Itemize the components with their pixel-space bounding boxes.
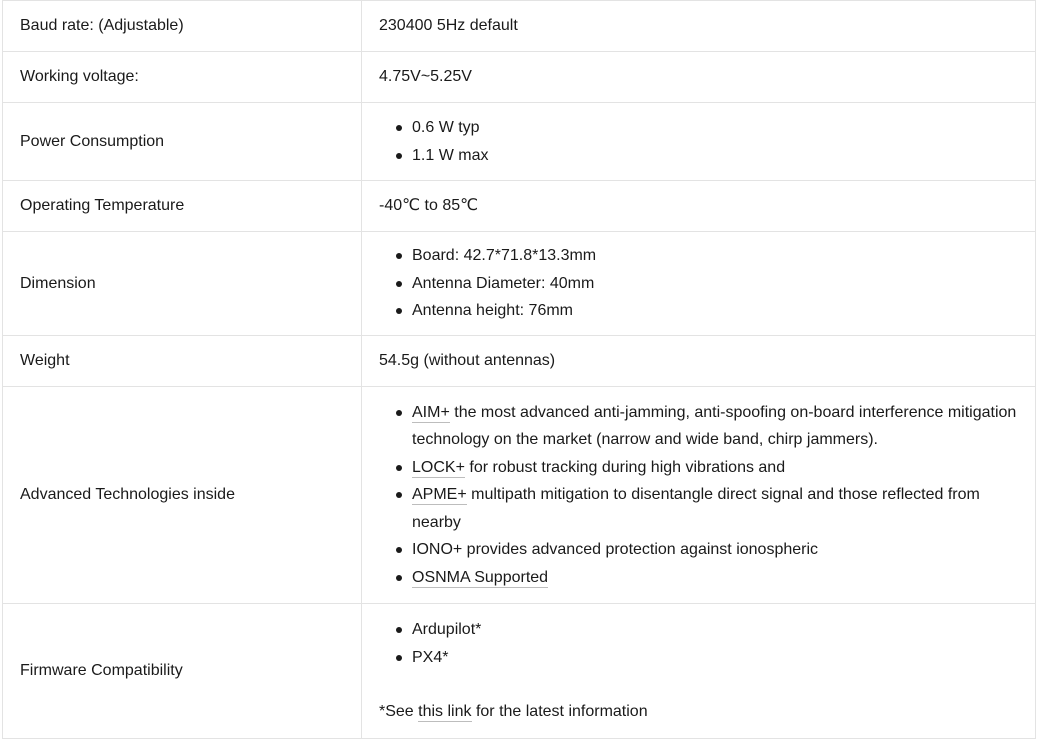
spec-value: -40℃ to 85℃ [362, 181, 1036, 232]
spec-row-weight [3, 336, 1036, 387]
list-item-text: IONO+ provides advanced protection against ionospheric [412, 541, 819, 559]
spec-value [362, 387, 1036, 604]
apme-plus-link[interactable]: APME+ [412, 486, 467, 504]
list-item [412, 564, 1018, 592]
spec-label: Baud rate: (Adjustable) [3, 1, 362, 52]
list-item: Antenna height: 76mm [412, 297, 1018, 325]
firmware-note [379, 698, 1018, 726]
specifications-table [2, 0, 1036, 739]
list-item [412, 399, 1018, 454]
bullet-list [379, 242, 1018, 325]
list-item: Board: 42.7*71.8*13.3mm [412, 242, 1018, 270]
spec-row-power-consumption [3, 103, 1036, 181]
list-item-text: for robust tracking during high vibrations and [464, 458, 786, 476]
spec-label: Advanced Technologies inside [3, 387, 362, 604]
list-item: Antenna Diameter: 40mm [412, 270, 1018, 298]
spec-value: 54.5g (without antennas) [362, 336, 1036, 387]
spec-row-firmware-compatibility [3, 604, 1036, 739]
list-item [412, 454, 1018, 482]
lock-plus-link[interactable]: LOCK+ [412, 458, 465, 476]
list-item: Ardupilot* [412, 616, 1018, 644]
spec-value: 230400 5Hz default [362, 1, 1036, 52]
spec-label: Working voltage: [3, 52, 362, 103]
list-item [412, 536, 1018, 564]
spec-row-working-voltage [3, 52, 1036, 103]
list-item: 0.6 W typ [412, 114, 1018, 142]
list-item: 1.1 W max [412, 142, 1018, 170]
spec-row-advanced-technologies [3, 387, 1036, 604]
spec-value: 4.75V~5.25V [362, 52, 1036, 103]
spec-row-baud-rate [3, 1, 1036, 52]
bullet-list [379, 616, 1018, 671]
spec-row-operating-temperature [3, 181, 1036, 232]
spec-label: Weight [3, 336, 362, 387]
spec-label: Operating Temperature [3, 181, 362, 232]
note-text: for the latest information [471, 703, 648, 721]
spec-value [362, 103, 1036, 181]
note-text: *See [379, 703, 419, 721]
spec-row-dimension [3, 232, 1036, 336]
aim-plus-link[interactable]: AIM+ [412, 403, 450, 421]
spec-label: Dimension [3, 232, 362, 336]
latest-info-link[interactable]: this link [418, 703, 472, 721]
spec-label: Firmware Compatibility [3, 604, 362, 739]
spec-label: Power Consumption [3, 103, 362, 181]
spec-value [362, 232, 1036, 336]
bullet-list [379, 399, 1018, 592]
list-item-text: multipath mitigation to disentangle direct signal and those reflected from nearby [412, 486, 980, 531]
bullet-list [379, 114, 1018, 169]
spec-value [362, 604, 1036, 739]
list-item-text: the most advanced anti-jamming, anti-spoofing on-board interference mitigation technology on the market (narrow and wide band, chirp jammers). [412, 403, 1017, 449]
list-item: PX4* [412, 644, 1018, 672]
osnma-link[interactable]: OSNMA Supported [412, 568, 549, 586]
list-item [412, 481, 1018, 536]
